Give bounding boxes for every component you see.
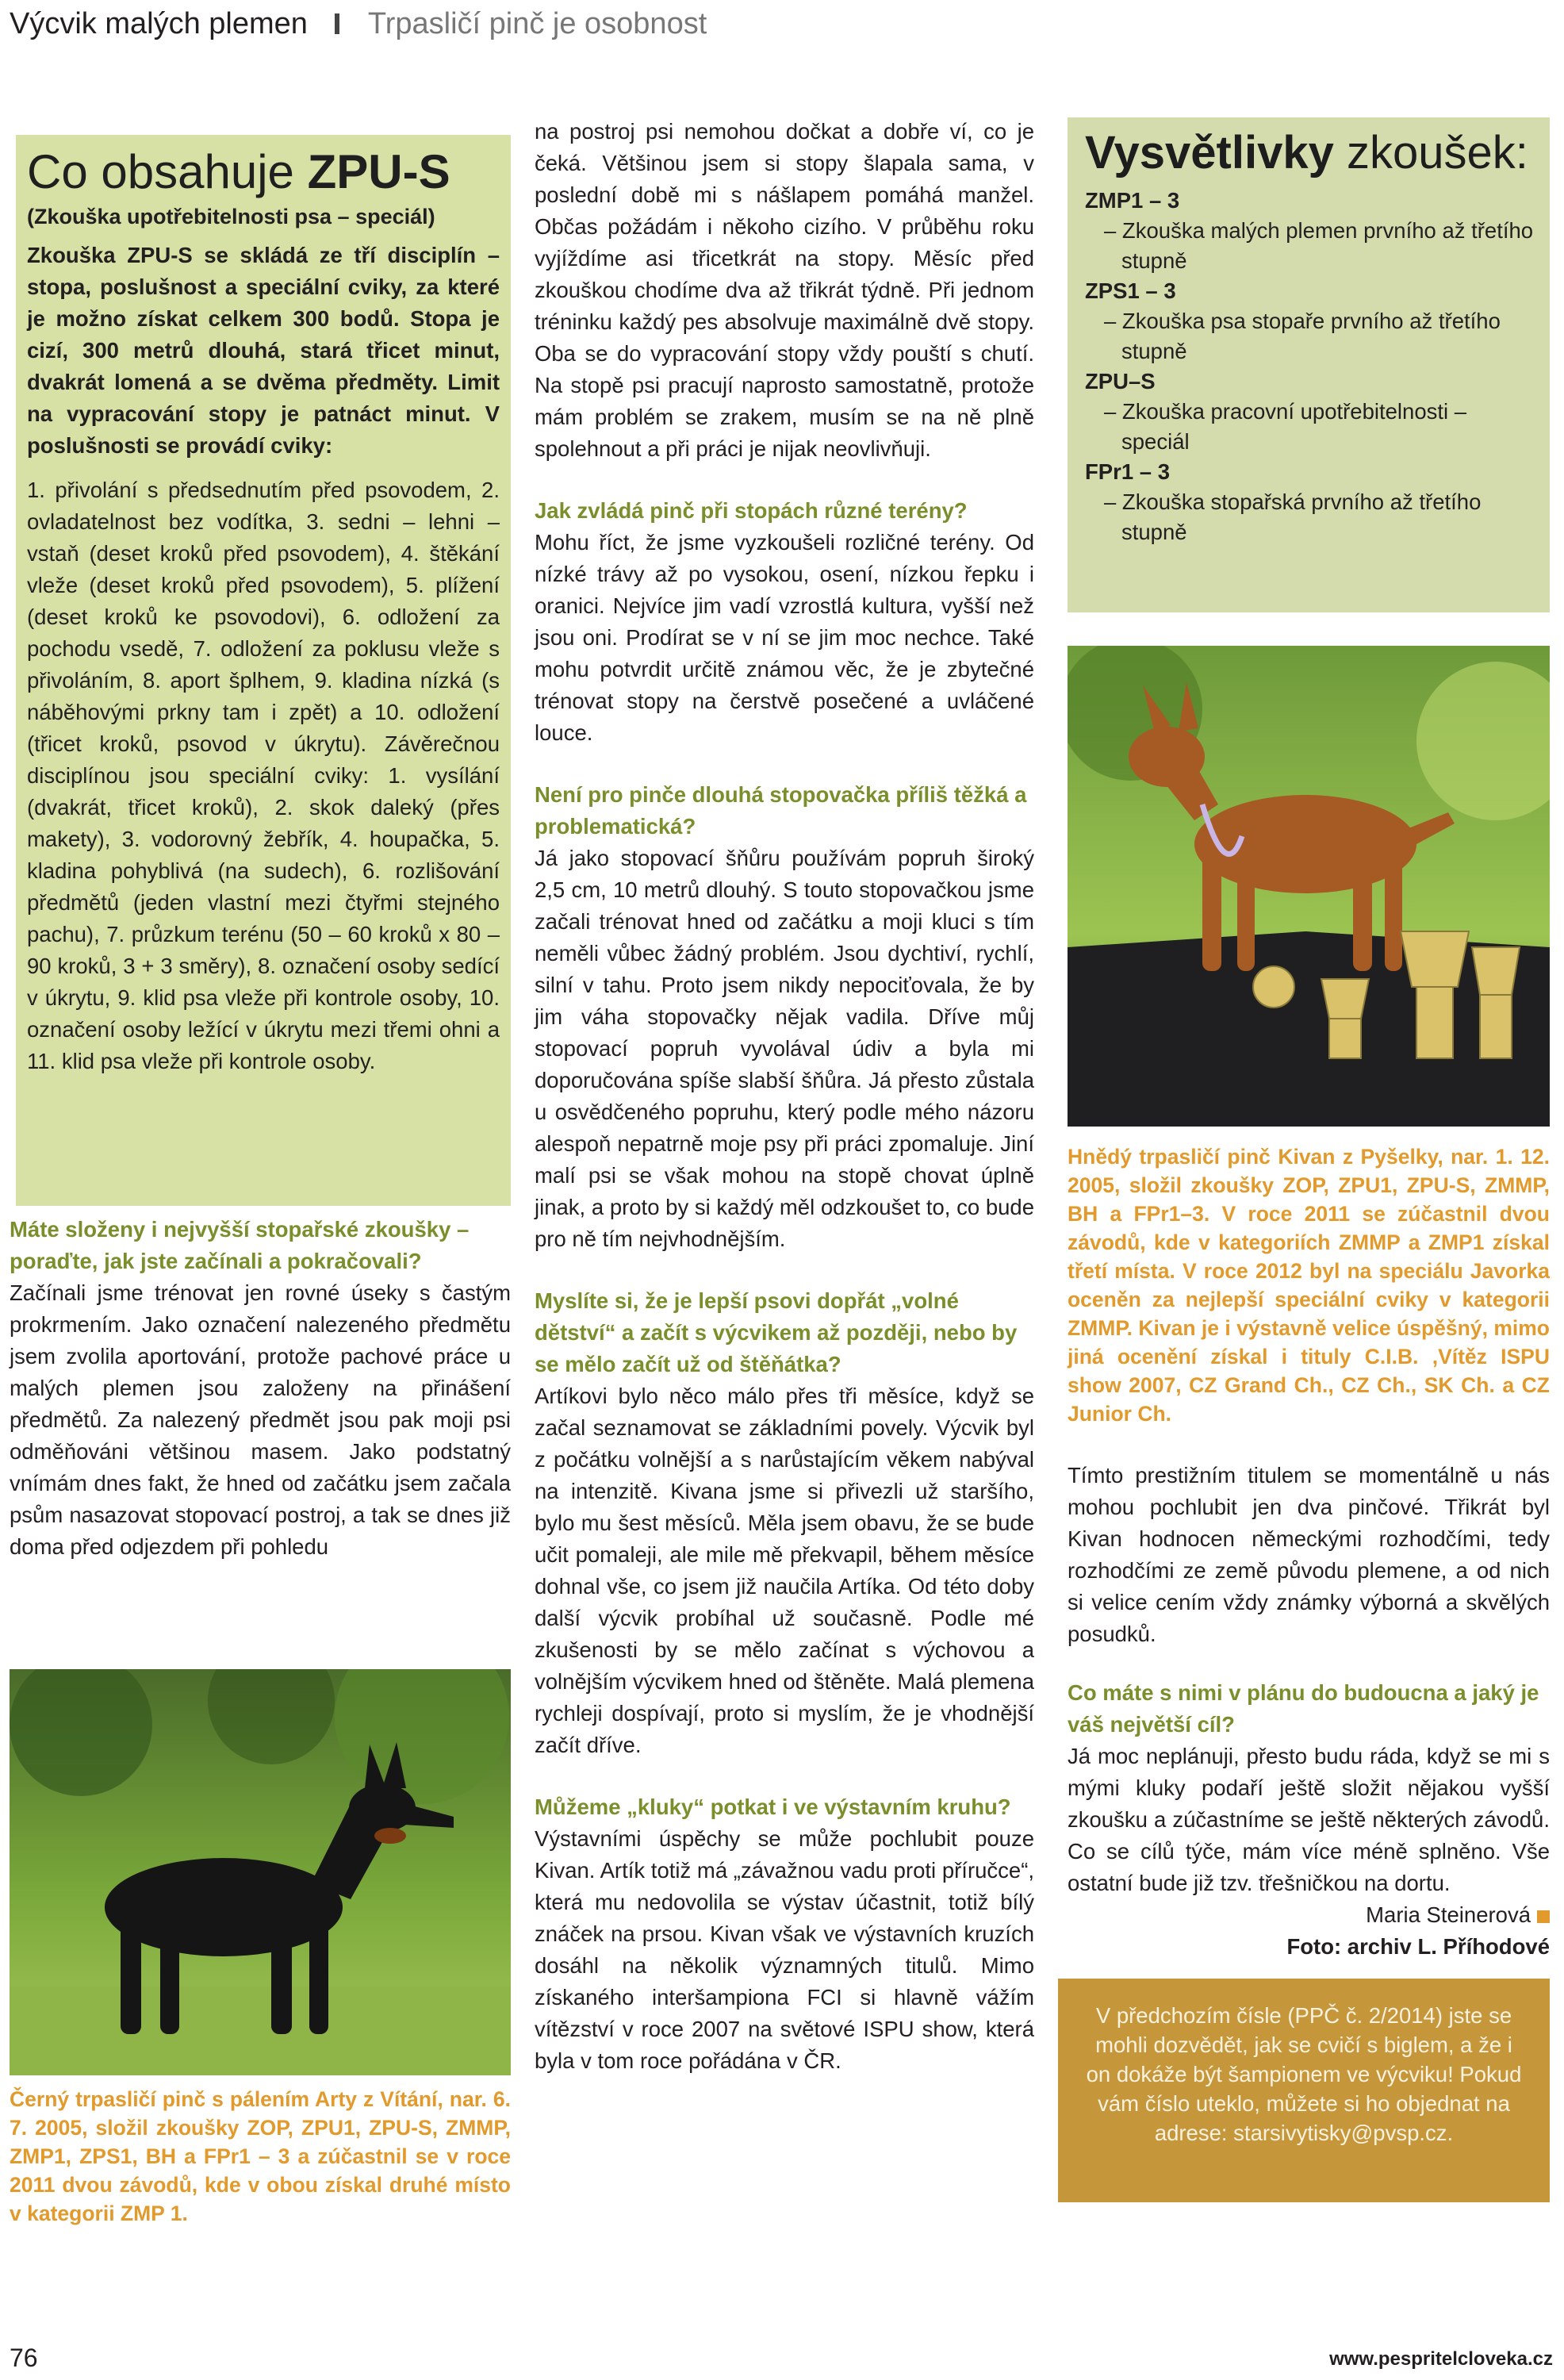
col2-text: [535, 116, 1034, 2077]
col3-text: [1068, 1460, 1550, 1963]
photo-brown-pinscher-trophies: [1068, 646, 1550, 1127]
glossary-desc: – Zkouška malých plemen prvního až třetího stupně: [1104, 218, 1534, 273]
author-byline: [1068, 1899, 1550, 1931]
glossary-code: ZPU–S: [1085, 369, 1156, 393]
question-3: Není pro pinče dlouhá stopovačka příliš těžká a problematická?: [535, 782, 1027, 839]
question-7: Co máte s nimi v plánu do budoucna a jaký je váš největší cíl?: [1068, 1680, 1539, 1737]
answer-3: Já jako stopovací šňůru používám popruh široký 2,5 cm, 10 metrů dlouhý. S touto stopovačkou jsme začali trénovat hned od začátku a moji kluci s tím neměli vůbec žádný problém. Jsou dychtiví, rychlí, silní v tahu. Proto jsem nikdy nepociťovala, že by jim váha stopovačky nějak vadila. Dříve můj stopovací popruh vyvolával údiv a byla mi doporučována spíše slabší šňůra. Já přesto zůstala u osvědčeného popruhu, který podle mého názoru alespoň nepatrně moje psy při práci zpomaluje. Jiní malí psi se však mohou na stopě chovat úplně jinak, a proto by si každý měl odzkoušet to, co bude pro ně tím nejvhodnějším.: [535, 846, 1034, 1251]
answer-1-continued: na postroj psi nemohou dočkat a dobře ví, co je čeká. Většinou jsem si stopy šlapala sama, v poslední době mi s nášlapem pomáhá manžel. Občas požádám i někoho cizího. V průběhu roku vyjíždíme asi třicetkrát na stopy. Měsíc před zkouškou chodíme dva až třikrát týdně. Při jednom tréninku každý pes absolvuje maximálně dvě stopy. Oba se do vypracování stopy vždy pouští s chutí. Na stopě psi pracují naprosto samostatně, protože mám problém se zrakem, musím se na ně plně spolehnout a při práci je nijak neovlivňuji.: [535, 119, 1034, 461]
zpus-box-intro: Zkouška ZPU-S se skládá ze tří disciplín – stopa, poslušnost a speciální cviky, za které je možno získat celkem 300 bodů. Stopa je cizí, 300 metrů dlouhá, stará třicet minut, dvakrát lomená a se dvěma předměty. Limit na vypracování stopy je patnáct minut. V poslušnosti se provádí cviky:: [27, 243, 500, 458]
answer-6: Tímto prestižním titulem se momentálně u nás mohou pochlubit jen dva pinčové. Třikrát byl Kivan hodnocen německými rozhodčími, tedy rozhodčími ze země původu plemene, a od nich si velice cením vždy známky výborná a skvělých posudků.: [1068, 1463, 1550, 1646]
glossary-box: [1068, 117, 1550, 612]
zpus-title-bold: ZPU-S: [307, 145, 450, 198]
question-2: Jak zvládá pinč při stopách různé terény?: [535, 498, 968, 523]
glossary-desc: – Zkouška psa stopaře prvního až třetího stupně: [1104, 309, 1501, 363]
question-5: Můžeme „kluky“ potkat i ve výstavním kruhu?: [535, 1795, 1011, 1819]
answer-1: Začínali jsme trénovat jen rovné úseky s častým prokrmením. Jako označení nalezeného předmětu jsem zvolila aportování, protože pachové práce u malých plemen jsou založeny na přinášení předmětů. Za nalezený předmět jsou pak moji psi odměňováni většinou masem. Jako podstatný vnímám dnes fakt, že hned od začátku jsem začala psům nasazovat stopovací postroj, a tak se dnes již doma před odjezdem při pohledu: [10, 1280, 511, 1559]
answer-2: Mohu říct, že jsme vyzkoušeli rozličné terény. Od nízké trávy až po vysokou, osení, nízkou řepku i oranici. Nejvíce jim vadí vzrostlá kultura, vyšší než jsou oni. Prodírat se v ní se jim moc nechce. Také mohu potvrdit určitě známou věc, že je zbytečné trénovat stopy na čerstvě posečené a uvláčené louce.: [535, 530, 1034, 745]
answer-7: Já moc neplánuji, přesto budu ráda, když se mi s mými kluky podaří ještě složit nějakou vyšší zkoušku a zúčastníme se ještě některých závodů. Co se cílů týče, mám více méně splněno. Vše ostatní bude již tzv. třešničkou na dortu.: [1068, 1744, 1550, 1895]
glossary-code: FPr1 – 3: [1085, 459, 1171, 484]
col3-caption-block: [1068, 1142, 1550, 1428]
zpus-info-box: [16, 135, 511, 1206]
photo-credit: Foto: archiv L. Příhodové: [1286, 1934, 1550, 1959]
question-4: Myslíte si, že je lepší psovi dopřát „volné dětství“ a začít s výcvikem až později, nebo by se mělo začít už od štěňátka?: [535, 1288, 1018, 1376]
zpus-box-title: [27, 146, 500, 198]
header-separator: [335, 13, 339, 34]
photo-caption-arty: Černý trpasličí pinč s pálením Arty z Vítání, nar. 6. 7. 2005, složil zkoušky ZOP, ZPU1, ZPU-S, ZMMP, ZMP1, ZPS1, BH a FPr1 – 3 a zúčastnil se v roce 2011 dvou závodů, kde v obou získal druhé místo v kategorii ZMP 1.: [10, 2087, 511, 2225]
glossary-title-rest: zkoušek:: [1333, 127, 1528, 178]
glossary-title: [1085, 127, 1535, 179]
photo-caption-kivan: Hnědý trpasličí pinč Kivan z Pyšelky, nar. 1. 12. 2005, složil zkoušky ZOP, ZPU1, ZPU-S, ZMMP, BH a FPr1–3. V roce 2011 se zúčastnil dvou závodů, kde v kategoriích ZMMP a ZMP1 získal třetí místa. V roce 2012 byl na speciálu Javorka oceněn za nejlepší speciální cviky v kategorii ZMMP. Kivan je i výstavně velice úspěšný, mimo jiná ocenění získal i tituly C.I.B. ,Vítěz ISPU show 2007, CZ Grand Ch., CZ Ch., SK Ch. a CZ Junior Ch.: [1068, 1145, 1550, 1426]
page-header: [10, 2, 707, 46]
zpus-box-list: 1. přivolání s předsednutím před psovodem, 2. ovladatelnost bez vodítka, 3. sedni – lehni – vstaň (deset kroků před psovodem), 4. štěkání vleže (deset kroků před psovodem), 5. plížení (deset kroků ke psovodovi), 6. odložení za pochodu vsedě, 7. odložení za poklusu vleže s přivoláním, 8. aport šplhem, 9. kladina nízká (s náběhovými prkny tam i zpět) a 10. odložení (třicet kroků, psovod v úkrytu). Závěrečnou disciplínou jsou speciální cviky: 1. vysílání (dvakrát, třicet kroků), 2. skok daleký (přes makety), 3. vodorovný žebřík, 4. houpačka, 5. kladina pohyblivá (na sudech), 6. rozlišování předmětů (jeden vlastní mezi čtyřmi stejného pachu), 7. průzkum terénu (50 – 60 kroků x 80 – 90 kroků, 3 + 3 směry), 8. označení osoby sedící v úkrytu, 9. klid psa vleže při kontrole osoby, 10. označení osoby ležící v úkrytu mezi třemi ohni a 11. klid psa vleže při kontrole osoby.: [27, 478, 500, 1073]
glossary-title-bold: Vysvětlivky: [1085, 127, 1334, 178]
col1-interview: [10, 1214, 511, 1563]
col1-caption-block: [10, 2085, 511, 2228]
section-title: Výcvik malých plemen: [10, 6, 308, 40]
glossary-desc: – Zkouška stopařská prvního až třetího stupně: [1104, 489, 1482, 544]
glossary-code: ZPS1 – 3: [1085, 278, 1176, 303]
answer-4: Artíkovi bylo něco málo přes tři měsíce, když se začal seznamovat se základními povely. Výcvik byl z počátku volnější a s narůstajícím věkem nabýval na intenzitě. Kivana jsme si přivezli už staršího, bylo mu šest měsíců. Měla jsem obavu, že se bude učit pomaleji, ale mile mě překvapil, během měsíce dohnal vše, co jsem již naučila Artíka. Od této doby další výcvik probíhal už současně. Podle mé zkušenosti by se mělo začínat s výchovou a volnějším výcvikem hned od štěněte. Malá plemena rychleji dospívají, proto si myslím, že je vhodnější začít dříve.: [535, 1384, 1034, 1757]
website-link[interactable]: www.pespritelcloveka.cz: [1329, 2348, 1553, 2370]
zpus-box-subtitle: (Zkouška upotřebitelnosti psa – speciál): [27, 205, 435, 228]
photo-black-pinscher: [10, 1669, 511, 2075]
promo-box: V předchozím čísle (PPČ č. 2/2014) jste se mohli dozvědět, jak se cvičí s biglem, a že i on dokáže být šampionem ve výcviku! Pokud vám číslo uteklo, můžete si ho objednat na adrese: starsivytisky@pvsp.cz.: [1058, 1979, 1550, 2202]
author-name: Maria Steinerová: [1366, 1902, 1531, 1927]
page-number: 76: [10, 2344, 38, 2372]
glossary-desc: – Zkouška pracovní upotřebitelnosti – speciál: [1104, 399, 1467, 454]
answer-5: Výstavními úspěchy se může pochlubit pouze Kivan. Artík totiž má „závažnou vadu proti příručce“, která mu nedovolila se výstav účastnit, totiž bílý znáček na prsou. Kivan však ve výstavních kruzích dosáhl na několik významných titulů. Mimo získaného interšampiona FCI si hlavně vážím vítězství v roce 2007 na světové ISPU show, která byla v tom roce pořádána v ČR.: [535, 1826, 1034, 2073]
zpus-title-prefix: Co obsahuje: [27, 145, 308, 198]
glossary-code: ZMP1 – 3: [1085, 188, 1180, 213]
question-1: Máte složeny i nejvyšší stopařské zkoušky – poraďte, jak jste začínali a pokračovali?: [10, 1217, 470, 1273]
end-mark-square: [1537, 1910, 1550, 1923]
article-subtitle: Trpasličí pinč je osobnost: [367, 6, 707, 40]
